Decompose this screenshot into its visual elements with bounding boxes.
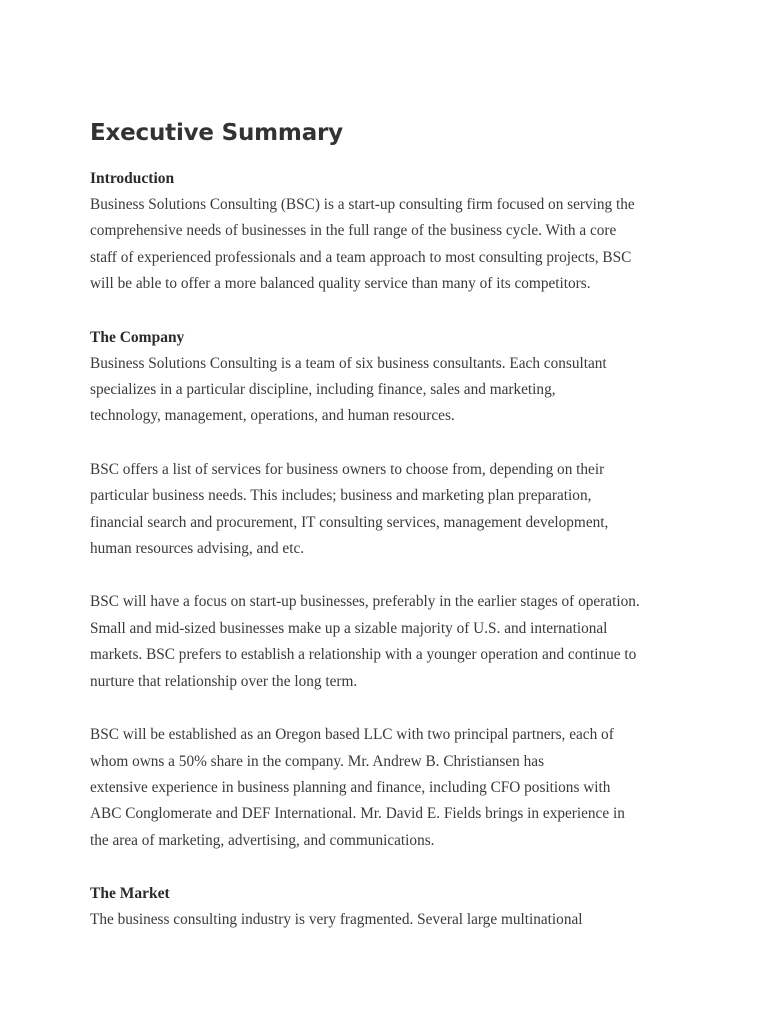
paragraph bbox=[90, 192, 690, 298]
paragraph-line: specializes in a particular discipline, including finance, sales and marketing, bbox=[90, 381, 556, 399]
paragraph-line: The business consulting industry is very fragmented. Several large multinational bbox=[90, 911, 583, 929]
paragraph-line: human resources advising, and etc. bbox=[90, 540, 305, 558]
paragraph-line: particular business needs. This includes; business and marketing plan preparation, bbox=[90, 487, 592, 505]
paragraph-line: staff of experienced professionals and a team approach to most consulting projects, BSC bbox=[90, 248, 632, 266]
section-gap bbox=[90, 854, 690, 881]
paragraph-line: will be able to offer a more balanced quality service than many of its competitors. bbox=[90, 275, 591, 293]
paragraph-line: Small and mid-sized businesses make up a sizable majority of U.S. and international bbox=[90, 619, 608, 637]
paragraph-gap bbox=[90, 695, 690, 722]
paragraph-line: markets. BSC prefers to establish a relationship with a younger operation and continue to bbox=[90, 646, 637, 664]
paragraph-line: comprehensive needs of businesses in the full range of the business cycle. With a core bbox=[90, 222, 617, 240]
paragraph-line: extensive experience in business planning and finance, including CFO positions with bbox=[90, 778, 611, 796]
paragraph-line: BSC will have a focus on start-up businesses, preferably in the earlier stages of operation. bbox=[90, 593, 640, 611]
section-heading: The Company bbox=[90, 328, 185, 346]
paragraph bbox=[90, 722, 690, 854]
paragraph-line: technology, management, operations, and human resources. bbox=[90, 407, 455, 425]
paragraph-line: BSC will be established as an Oregon based LLC with two principal partners, each of bbox=[90, 726, 614, 744]
paragraph-line: financial search and procurement, IT consulting services, management development, bbox=[90, 513, 609, 531]
document-title: Executive Summary bbox=[90, 120, 343, 146]
paragraph bbox=[90, 457, 690, 563]
paragraph-line: whom owns a 50% share in the company. Mr. Andrew B. Christiansen has bbox=[90, 752, 545, 770]
paragraph-line: Business Solutions Consulting is a team of six business consultants. Each consultant bbox=[90, 354, 607, 372]
paragraph-line: nurture that relationship over the long term. bbox=[90, 672, 358, 690]
document-body bbox=[90, 116, 690, 934]
paragraph-gap bbox=[90, 430, 690, 457]
paragraph bbox=[90, 351, 690, 430]
document-sections bbox=[90, 166, 690, 934]
paragraph-line: Business Solutions Consulting (BSC) is a start-up consulting firm focused on serving the bbox=[90, 196, 635, 213]
paragraph-line: ABC Conglomerate and DEF International. Mr. David E. Fields brings in experience in bbox=[90, 805, 625, 823]
paragraph-line: the area of marketing, advertising, and communications. bbox=[90, 831, 435, 849]
section-gap bbox=[90, 298, 690, 325]
paragraph bbox=[90, 589, 690, 695]
section-heading: The Market bbox=[90, 885, 170, 903]
paragraph-line: BSC offers a list of services for business owners to choose from, depending on their bbox=[90, 460, 605, 478]
paragraph-gap bbox=[90, 562, 690, 589]
paragraph bbox=[90, 907, 690, 933]
section-heading: Introduction bbox=[90, 170, 175, 187]
